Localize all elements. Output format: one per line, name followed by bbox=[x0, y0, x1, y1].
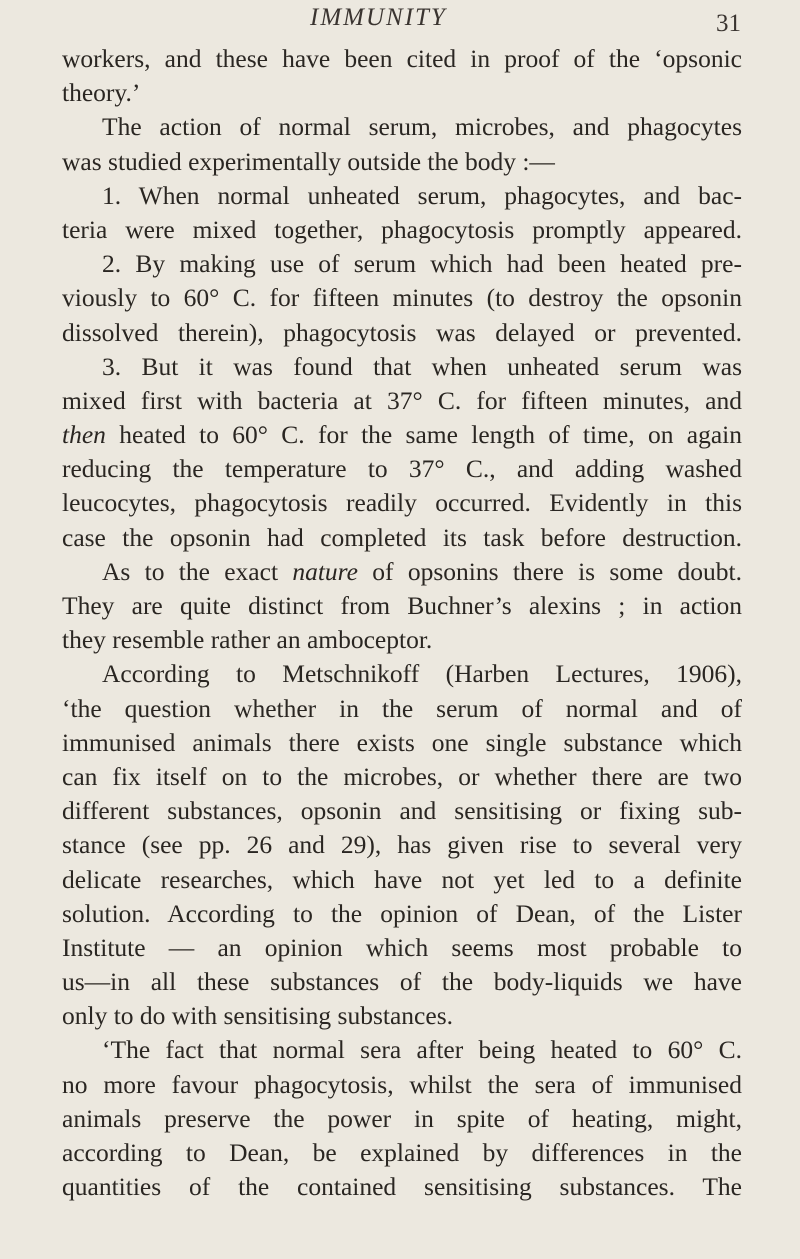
running-head bbox=[0, 4, 800, 38]
text-line: quantities of the contained sensitising substances. The bbox=[62, 1172, 742, 1202]
text-line: no more favour phagocytosis, whilst the sera of immunised bbox=[62, 1069, 742, 1099]
text-line: 1. When normal unheated serum, phagocytes, and bac- bbox=[102, 180, 742, 210]
italic-word: then bbox=[62, 420, 106, 450]
text-line: reducing the temperature to 37° C., and adding washed bbox=[62, 454, 742, 484]
text-line: stance (see pp. 26 and 29), has given rise to several very bbox=[62, 830, 742, 860]
text-line: animals preserve the power in spite of heating, might, bbox=[62, 1103, 742, 1133]
text-line: They are quite distinct from Buchner’s alexins ; in action bbox=[62, 591, 742, 620]
text-line bbox=[62, 418, 742, 452]
text-line: immunised animals there exists one single substance which bbox=[62, 727, 742, 757]
text-line: mixed first with bacteria at 37° C. for fifteen minutes, and bbox=[62, 385, 742, 415]
text-segment: As to the exact bbox=[102, 556, 293, 586]
text-line: ‘The fact that normal sera after being heated to 60° C. bbox=[102, 1035, 742, 1065]
text-line: was studied experimentally outside the body :— bbox=[62, 146, 555, 176]
text-line: theory.’ bbox=[62, 78, 141, 108]
text-line: viously to 60° C. for fifteen minutes (to destroy the opsonin bbox=[62, 283, 742, 313]
italic-word: nature bbox=[292, 556, 358, 586]
text-segment: heated to 60° C. for the same length of time, on again bbox=[105, 420, 742, 450]
page-number: 31 bbox=[716, 10, 741, 37]
text-line: delicate researches, which have not yet led to a definite bbox=[62, 864, 742, 894]
text-line: they resemble rather an amboceptor. bbox=[62, 625, 433, 655]
text-line: according to Dean, be explained by differences in the bbox=[62, 1138, 742, 1167]
text-line: ‘the question whether in the serum of normal and of bbox=[62, 693, 742, 723]
text-line: leucocytes, phagocytosis readily occurred. Evidently in this bbox=[62, 488, 742, 518]
text-line bbox=[62, 555, 742, 589]
running-title: IMMUNITY bbox=[310, 4, 447, 31]
text-line: dissolved therein), phagocytosis was delayed or prevented. bbox=[62, 317, 742, 347]
text-line: 3. But it was found that when unheated serum was bbox=[102, 351, 742, 381]
text-line: case the opsonin had completed its task before destruction. bbox=[62, 522, 742, 552]
text-line: us—in all these substances of the body-liquids we have bbox=[62, 967, 742, 997]
text-segment: of opsonins there is some doubt. bbox=[357, 556, 742, 586]
text-line: Institute — an opinion which seems most probable to bbox=[62, 932, 742, 962]
text-line: solution. According to the opinion of Dean, of the Lister bbox=[62, 898, 742, 928]
text-line: The action of normal serum, microbes, and phagocytes bbox=[102, 112, 742, 142]
text-line: 2. By making use of serum which had been heated pre- bbox=[102, 249, 742, 279]
body-text bbox=[62, 42, 742, 1204]
text-line: According to Metschnikoff (Harben Lectures, 1906), bbox=[102, 659, 742, 689]
text-line: only to do with sensitising substances. bbox=[62, 1001, 453, 1031]
text-line: different substances, opsonin and sensitising or fixing sub- bbox=[62, 796, 742, 826]
text-line: can fix itself on to the microbes, or whether there are two bbox=[62, 761, 742, 791]
text-line: teria were mixed together, phagocytosis promptly appeared. bbox=[62, 214, 742, 244]
text-line: workers, and these have been cited in proof of the ‘opsonic bbox=[62, 44, 742, 73]
